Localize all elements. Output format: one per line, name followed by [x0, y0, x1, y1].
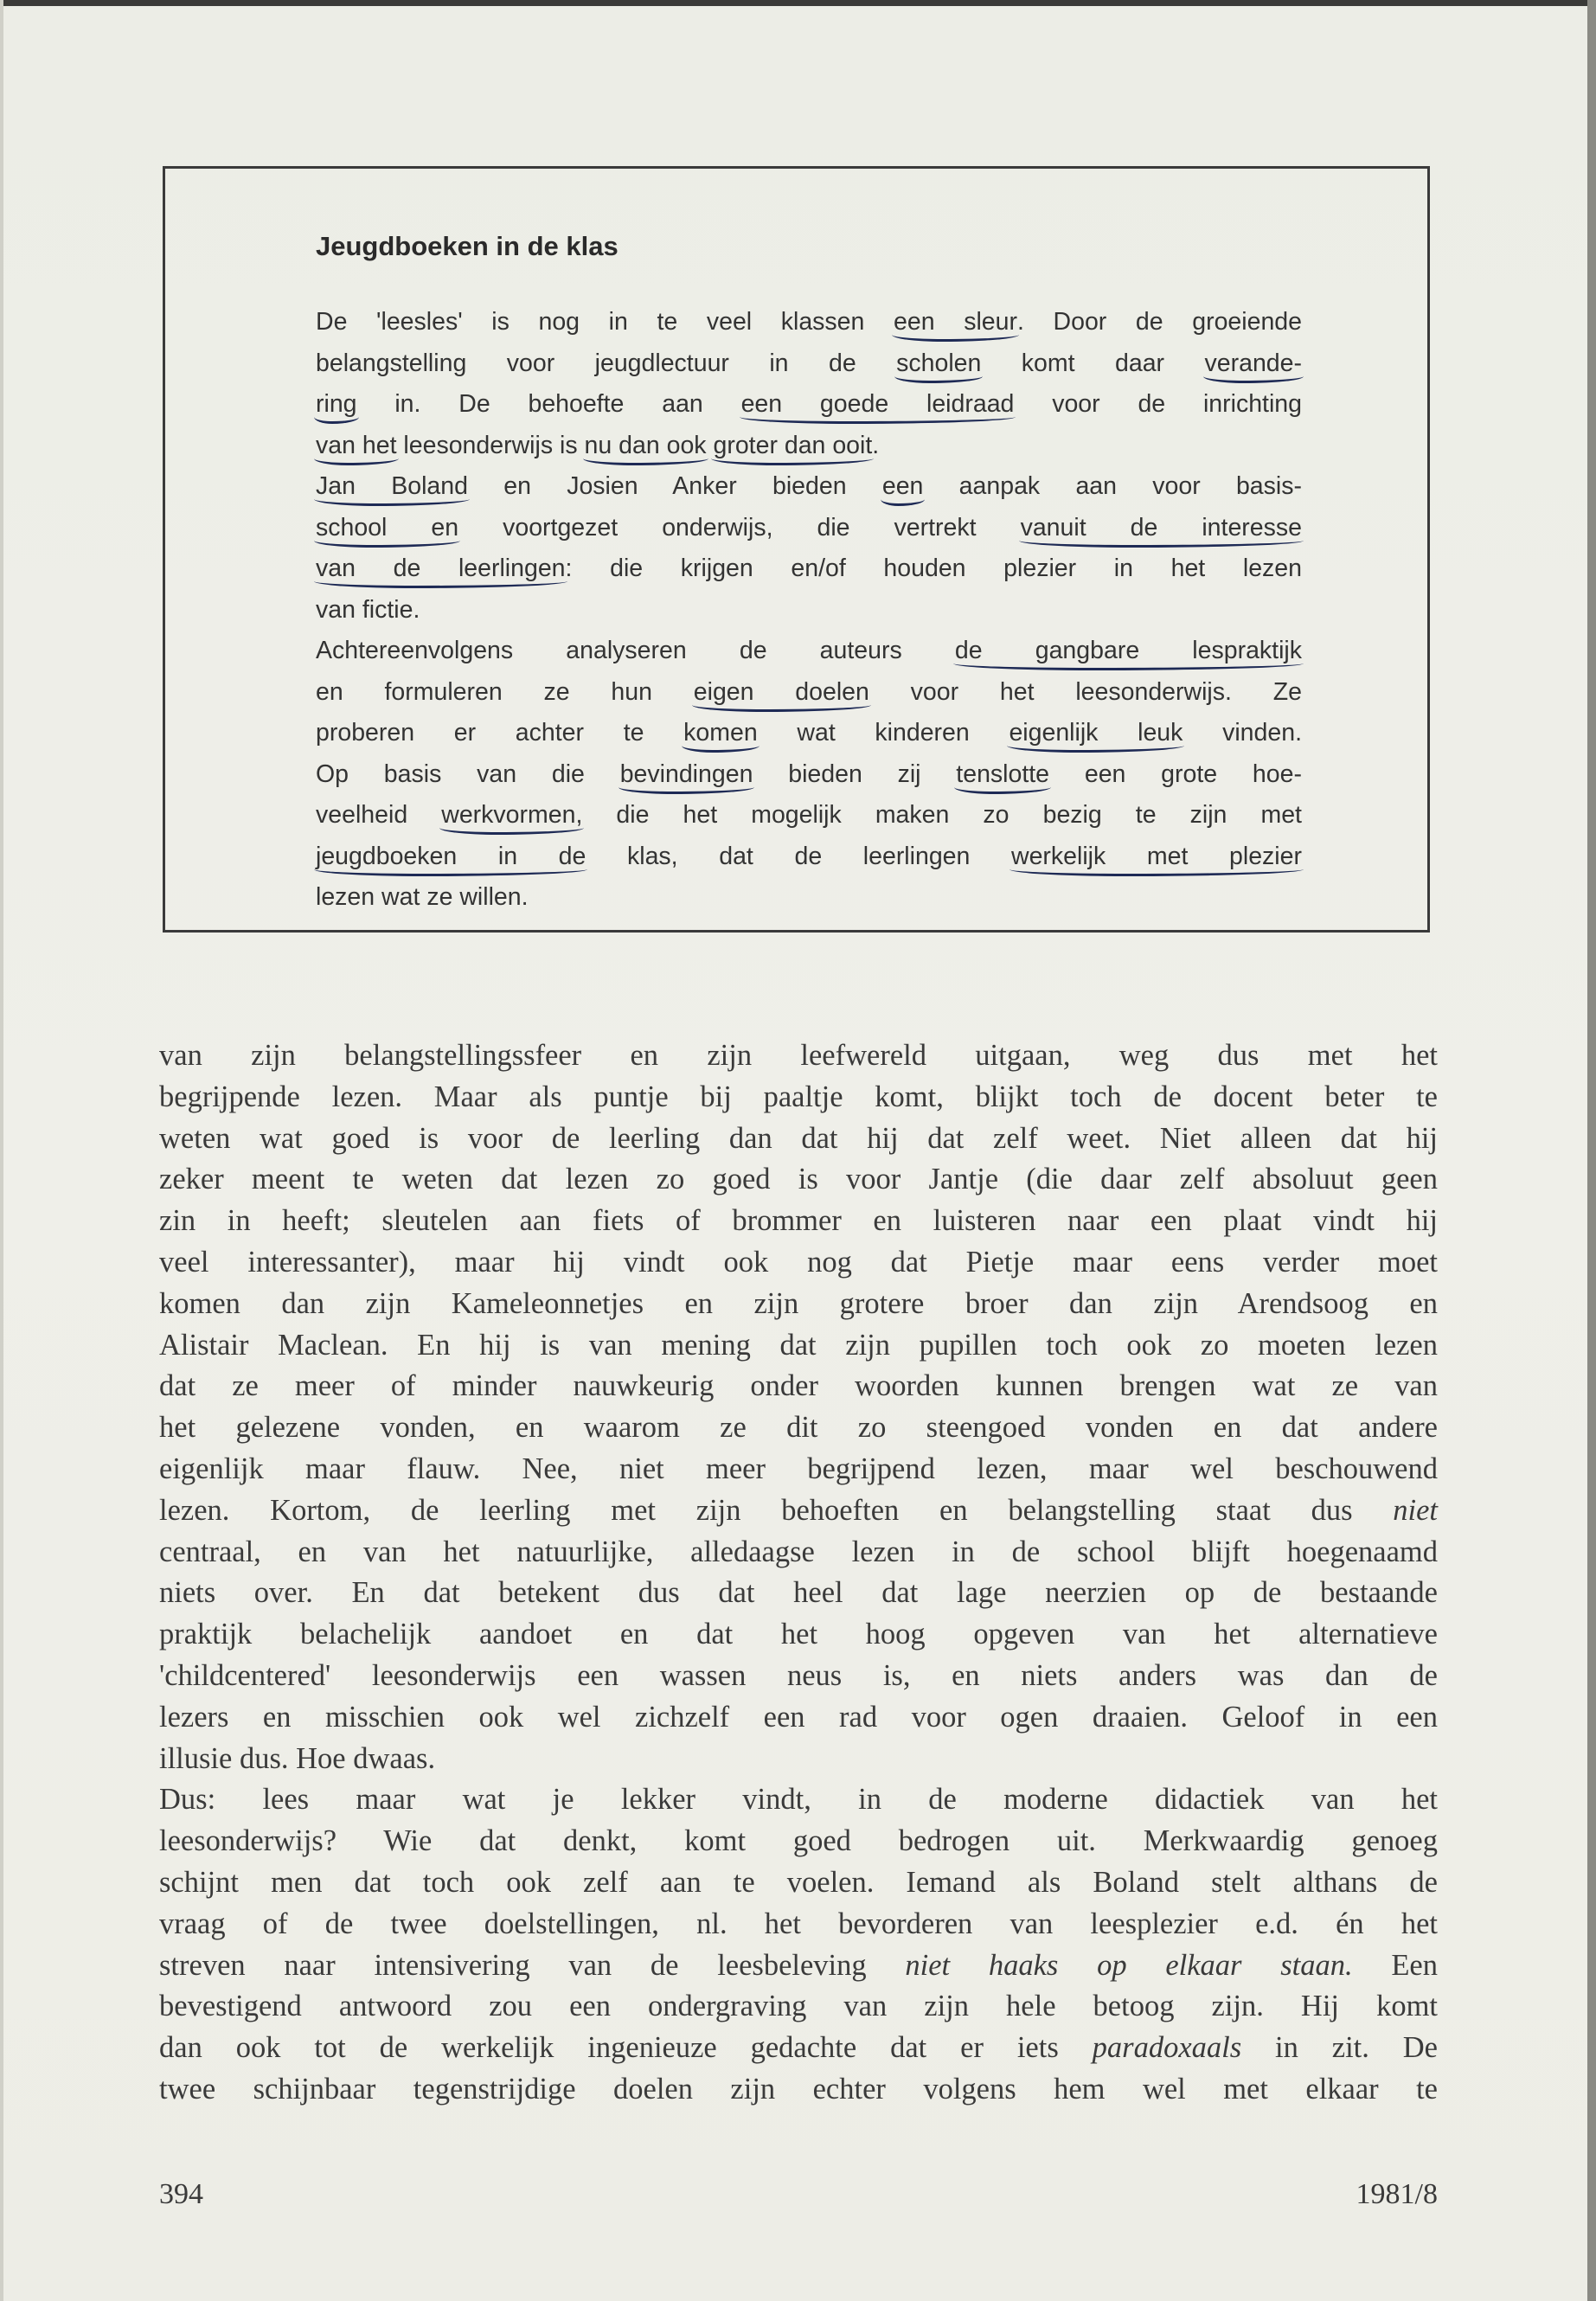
- text-run: leesonderwijs is: [396, 431, 585, 459]
- box-line: [316, 713, 1302, 754]
- text-run: eigenlijk maar flauw. Nee, niet meer begrijpend lezen, maar wel beschouwend: [159, 1452, 1438, 1485]
- text-run: twee schijnbaar tegenstrijdige doelen zijn echter volgens hem wel met elkaar te: [159, 2072, 1438, 2106]
- text-run: veelheid: [316, 801, 442, 829]
- body-line: [159, 1532, 1438, 1574]
- text-run: een grote hoe-: [1049, 760, 1302, 788]
- underlined-phrase: een goede leidraad: [740, 390, 1015, 418]
- body-line: [159, 1614, 1438, 1656]
- body-line: [159, 1986, 1438, 2028]
- box-line: [316, 631, 1302, 672]
- text-run: bieden zij: [753, 760, 957, 788]
- text-run: Alistair Maclean. En hij is van mening dat zijn pupillen toch ook zo moeten lezen: [159, 1328, 1438, 1362]
- underlined-phrase: ring: [316, 390, 357, 418]
- box-line: [316, 343, 1302, 385]
- text-run: komen dan zijn Kameleonnetjes en zijn grotere broer dan zijn Arendsoog en: [159, 1286, 1438, 1320]
- body-line: [159, 1325, 1438, 1367]
- text-run: zin in heeft; sleutelen aan fiets of brommer en luisteren naar een plaat vindt hij: [159, 1204, 1438, 1238]
- underlined-phrase: van de leerlingen: [316, 554, 566, 582]
- text-run: leesonderwijs? Wie dat denkt, komt goed bedrogen uit. Merkwaardig genoeg: [159, 1824, 1438, 1858]
- text-run: dat ze meer of minder nauwkeurig onder woorden kunnen brengen wat ze van: [159, 1369, 1438, 1403]
- box-line: [316, 590, 1302, 631]
- underlined-phrase: Jan Boland: [316, 472, 468, 500]
- body-line: [159, 1904, 1438, 1945]
- text-run: die het mogelijk maken zo bezig te zijn met: [582, 801, 1302, 829]
- underlined-phrase: eigen doelen: [693, 677, 869, 706]
- text-run: en Josien Anker bieden: [467, 472, 882, 500]
- text-run: van zijn belangstellingssfeer en zijn leefwereld uitgaan, weg dus met het: [159, 1039, 1438, 1072]
- text-run: vinden.: [1183, 719, 1302, 747]
- body-line: [159, 1490, 1438, 1532]
- underlined-phrase: jeugdboeken in de: [316, 842, 586, 870]
- body-line: [159, 1656, 1438, 1697]
- box-paragraph: [316, 302, 1302, 919]
- box-line: [316, 508, 1302, 549]
- box-line: [316, 672, 1302, 714]
- body-line: [159, 1118, 1438, 1160]
- box-line: [316, 548, 1302, 590]
- text-run: 'childcentered' leesonderwijs een wassen neus is, en niets anders was dan de: [159, 1658, 1438, 1692]
- text-run: begrijpende lezen. Maar als puntje bij paaltje komt, blijkt toch de docent beter te: [159, 1080, 1438, 1113]
- text-run: voor de inrichting: [1014, 390, 1303, 418]
- text-run: niets over. En dat betekent dus dat heel dat lage neerzien op de bestaande: [159, 1576, 1438, 1610]
- text-run: .: [872, 431, 880, 459]
- text-run: : die krijgen en/of houden plezier in het lezen: [565, 554, 1303, 582]
- body-line: [159, 1697, 1438, 1739]
- sidebar-box: [163, 166, 1430, 933]
- box-line: [316, 795, 1302, 836]
- text-run: proberen er achter te: [316, 719, 684, 747]
- text-run: belangstelling voor jeugdlectuur in de: [316, 349, 897, 377]
- italic-phrase: paradoxaals: [1092, 2031, 1242, 2065]
- text-run: weten wat goed is voor de leerling dan dat hij dat zelf weet. Niet alleen dat hij: [159, 1121, 1438, 1155]
- text-run: wat kinderen: [757, 719, 1010, 747]
- body-line: [159, 1242, 1438, 1284]
- body-line: [159, 1366, 1438, 1407]
- body-line: [159, 2069, 1438, 2111]
- box-line: [316, 426, 1302, 467]
- text-run: in. De behoefte aan: [356, 390, 741, 418]
- text-run: dan ook tot de werkelijk ingenieuze gedachte dat er iets: [159, 2031, 1093, 2065]
- box-line: [316, 877, 1302, 919]
- underlined-phrase: school en: [316, 513, 459, 542]
- text-run: Achtereenvolgens analyseren de auteurs: [316, 637, 955, 664]
- scan-right-edge: [1587, 0, 1596, 2301]
- body-line: [159, 1739, 1438, 1780]
- underlined-phrase: een sleur: [894, 308, 1017, 336]
- body-line: [159, 2028, 1438, 2069]
- underlined-phrase: eigenlijk leuk: [1009, 719, 1183, 747]
- text-run: bevestigend antwoord zou een ondergraving van zijn hele betoog zijn. Hij komt: [159, 1990, 1438, 2023]
- text-run: klas, dat de leerlingen: [586, 842, 1011, 870]
- box-line: [316, 302, 1302, 343]
- body-text: [159, 1035, 1438, 2111]
- text-run: zeker meent te weten dat lezen zo goed is voor Jantje (die daar zelf absoluut geen: [159, 1163, 1438, 1196]
- underlined-phrase: nu dan ook: [584, 431, 707, 459]
- box-line: [316, 836, 1302, 878]
- text-run: Een: [1352, 1948, 1438, 1982]
- body-line: [159, 1077, 1438, 1118]
- text-run: komt daar: [981, 349, 1205, 377]
- underlined-phrase: groter dan ooit: [713, 431, 873, 459]
- text-run: lezers en misschien ook wel zichzelf een rad voor ogen draaien. Geloof in een: [159, 1700, 1438, 1734]
- underlined-phrase: vanuit de interesse: [1020, 513, 1302, 542]
- text-run: illusie dus. Hoe dwaas.: [159, 1741, 436, 1775]
- underlined-phrase: scholen: [896, 349, 982, 377]
- text-run: veel interessanter), maar hij vindt ook nog dat Pietje maar eens verder moet: [159, 1245, 1438, 1279]
- italic-phrase: niet haaks op elkaar staan.: [905, 1948, 1353, 1982]
- text-run: voor het leesonderwijs. Ze: [869, 677, 1302, 706]
- text-run: De 'leesles' is nog in te veel klassen: [316, 308, 894, 336]
- text-run: van fictie.: [316, 595, 420, 624]
- text-run: aanpak aan voor basis-: [923, 472, 1302, 500]
- body-line: [159, 1201, 1438, 1242]
- body-line: [159, 1573, 1438, 1614]
- body-line: [159, 1284, 1438, 1325]
- underlined-phrase: verande-: [1204, 349, 1302, 377]
- box-line: [316, 384, 1302, 426]
- body-line: [159, 1159, 1438, 1201]
- underlined-phrase: een: [881, 472, 924, 500]
- text-run: lezen. Kortom, de leerling met zijn behoeften en belangstelling staat dus: [159, 1493, 1394, 1527]
- box-line: [316, 754, 1302, 796]
- text-run: lezen wat ze willen.: [316, 883, 529, 911]
- body-line: [159, 1407, 1438, 1449]
- page-number: 394: [159, 2178, 203, 2210]
- body-line: [159, 1862, 1438, 1904]
- underlined-phrase: de gangbare lespraktijk: [954, 637, 1303, 664]
- box-line: [316, 466, 1302, 508]
- text-run: streven naar intensivering van de leesbeleving: [159, 1948, 906, 1982]
- text-run: het gelezene vonden, en waarom ze dit zo steengoed vonden en dat andere: [159, 1411, 1438, 1445]
- underlined-phrase: werkvormen,: [441, 801, 583, 829]
- box-title: Jeugdboeken in de klas: [316, 231, 619, 261]
- text-run: voortgezet onderwijs, die vertrekt: [458, 513, 1021, 542]
- body-line: [159, 1945, 1438, 1987]
- issue-number: 1981/8: [1356, 2178, 1438, 2210]
- text-run: centraal, en van het natuurlijke, alledaagse lezen in de school blijft hoegenaamd: [159, 1535, 1438, 1568]
- scan-top-edge: [0, 0, 1596, 6]
- text-run: Dus: lees maar wat je lekker vindt, in de moderne didactiek van het: [159, 1783, 1438, 1817]
- text-run: schijnt men dat toch ook zelf aan te voelen. Iemand als Boland stelt althans de: [159, 1865, 1438, 1899]
- body-line: [159, 1449, 1438, 1490]
- text-run: in zit. De: [1241, 2031, 1438, 2065]
- scan-left-edge: [0, 0, 3, 2301]
- body-line: [159, 1821, 1438, 1862]
- text-run: praktijk belachelijk aandoet en dat het hoog opgeven van het alternatieve: [159, 1618, 1438, 1651]
- text-run: vraag of de twee doelstellingen, nl. het bevorderen van leesplezier e.d. én het: [159, 1907, 1438, 1940]
- underlined-phrase: werkelijk met plezier: [1011, 842, 1302, 870]
- body-line: [159, 1035, 1438, 1077]
- text-run: Op basis van die: [316, 760, 620, 788]
- text-run: en formuleren ze hun: [316, 677, 694, 706]
- underlined-phrase: komen: [683, 719, 758, 747]
- text-run: . Door de groeiende: [1016, 308, 1303, 336]
- italic-phrase: niet: [1393, 1493, 1438, 1527]
- sidebar-box-content: [316, 229, 1302, 919]
- body-line: [159, 1779, 1438, 1821]
- underlined-phrase: bevindingen: [619, 760, 753, 788]
- underlined-phrase: van het: [316, 431, 397, 459]
- underlined-phrase: tenslotte: [956, 760, 1050, 788]
